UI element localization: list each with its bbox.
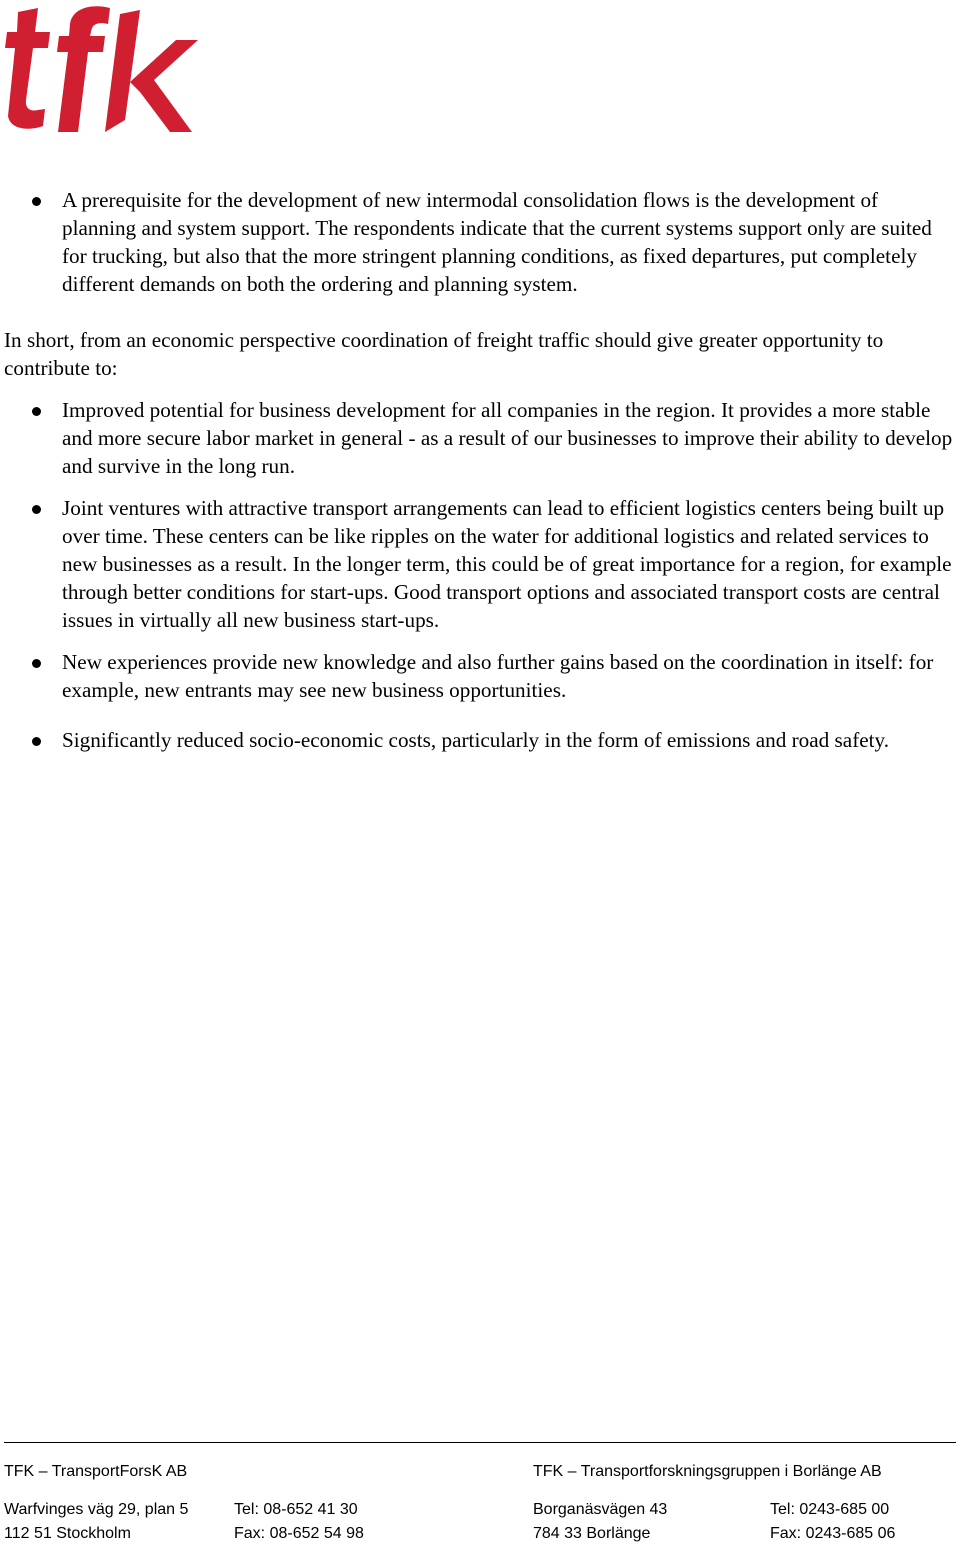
footer-left-company: TFK – TransportForsK AB xyxy=(4,1463,188,1480)
bullet-icon xyxy=(32,505,41,514)
footer-right-tel: Tel: 0243-685 00 xyxy=(770,1501,890,1518)
intro-paragraph: In short, from an economic perspective coordination of freight traffic should give greater opportunity to contribute to: xyxy=(4,328,884,380)
footer-left-tel: Tel: 08-652 41 30 xyxy=(234,1501,358,1518)
list-item: Joint ventures with attractive transport arrangements can lead to efficient logistics centers being built up over time. These centers can be like ripples on the water for additional logistics and related services to new businesses as a result. In the longer term, this could be of great importance for a region, for example through better conditions for start-ups. Good transport options and associated transport costs are central issues in virtually all new business start-ups. xyxy=(4,494,954,634)
footer-right-street: Borganäsvägen 43 xyxy=(533,1501,668,1518)
footer-left-city: 112 51 Stockholm xyxy=(4,1525,131,1542)
footer-right-company: TFK – Transportforskningsgruppen i Borlänge AB xyxy=(533,1463,882,1480)
footer-left-fax: Fax: 08-652 54 98 xyxy=(234,1525,364,1542)
footer-right-city: 784 33 Borlänge xyxy=(533,1525,651,1542)
footer-divider xyxy=(4,1442,956,1443)
document-body xyxy=(4,186,954,754)
bullet-icon xyxy=(32,407,41,416)
bullet-icon xyxy=(32,659,41,668)
list-item: Significantly reduced socio-economic costs, particularly in the form of emissions and road safety. xyxy=(4,726,954,754)
bullet-icon xyxy=(32,737,41,746)
tfk-logo xyxy=(4,4,200,136)
list-item: A prerequisite for the development of new intermodal consolidation flows is the development of planning and system support. The respondents indicate that the current systems support only are suited for trucking, but also that the more stringent planning conditions, as fixed departures, put completely different demands on both the ordering and planning system. xyxy=(4,186,954,298)
footer-left-street: Warfvinges väg 29, plan 5 xyxy=(4,1501,189,1518)
list-item: Improved potential for business development for all companies in the region. It provides a more stable and more secure labor market in general - as a result of our businesses to improve their ability to develop and survive in the long run. xyxy=(4,396,954,480)
list-item: New experiences provide new knowledge and also further gains based on the coordination in itself: for example, new entrants may see new business opportunities. xyxy=(4,648,954,704)
bullet-icon xyxy=(32,197,41,206)
footer-right-fax: Fax: 0243-685 06 xyxy=(770,1525,896,1542)
